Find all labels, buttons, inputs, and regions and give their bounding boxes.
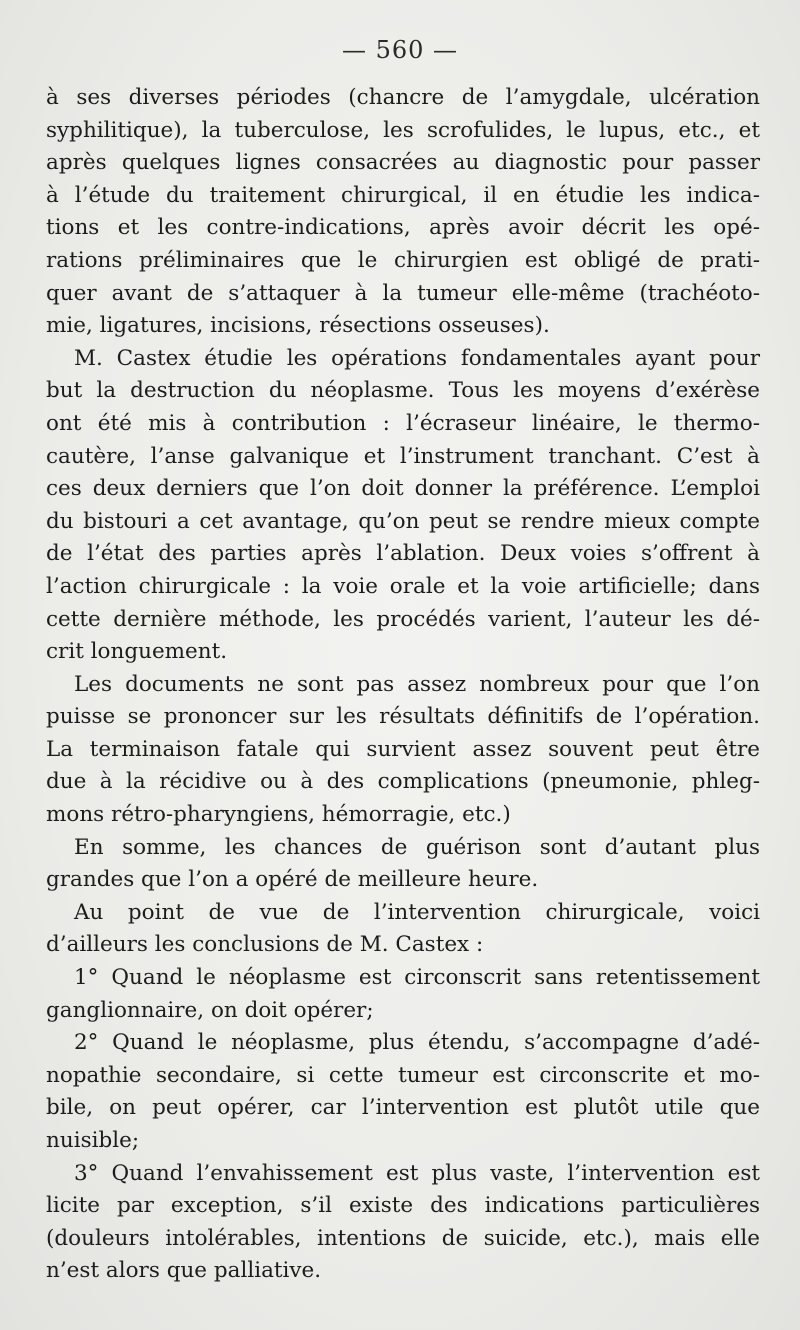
text-line: syphilitique), la tuberculose, les scrofulides, le lupus, etc., et (46, 117, 760, 143)
text-line: bile, on peut opérer, car l’intervention est plutôt utile que (46, 1095, 760, 1121)
text-line: ont été mis à contribution : l’écraseur linéaire, le thermo- (46, 410, 760, 436)
text-line: cautère, l’anse galvanique et l’instrument tranchant. C’est à (46, 443, 760, 469)
text-line: grandes que l’on a opéré de meilleure heure. (46, 867, 539, 893)
text-line: du bistouri a cet avantage, qu’on peut se rendre mieux compte (46, 508, 760, 534)
text-line: due à la récidive ou à des complications (pneumonie, phleg- (46, 769, 760, 795)
text-line: Les documents ne sont pas assez nombreux pour que l’on (74, 671, 760, 697)
text-line: cette dernière méthode, les procédés varient, l’auteur les dé- (46, 606, 760, 632)
text-line: quer avant de s’attaquer à la tumeur elle-même (trachéoto- (46, 280, 760, 306)
text-line: licite par exception, s’il existe des indications particulières (46, 1193, 760, 1219)
text-line: à ses diverses périodes (chancre de l’amygdale, ulcération (46, 85, 760, 110)
text-line: 2° Quand le néoplasme, plus étendu, s’accompagne d’adé- (74, 1030, 760, 1056)
text-line: l’action chirurgicale : la voie orale et la voie artificielle; dans (46, 573, 760, 599)
text-line: but la destruction du néoplasme. Tous les moyens d’exérèse (46, 378, 760, 404)
text-line: de l’état des parties après l’ablation. Deux voies s’offrent à (46, 541, 760, 567)
text-line: mons rétro-pharyngiens, hémorragie, etc.) (46, 802, 511, 828)
text-line: crit longuement. (46, 639, 228, 665)
text-line: nopathie secondaire, si cette tumeur est circonscrite et mo- (46, 1062, 760, 1088)
text-line: nuisible; (46, 1128, 140, 1153)
text-line: d’ailleurs les conclusions de M. Castex : (46, 932, 484, 958)
text-line: En somme, les chances de guérison sont d’autant plus (74, 834, 760, 860)
text-line: après quelques lignes consacrées au diagnostic pour passer (46, 150, 760, 176)
text-line: ces deux derniers que l’on doit donner la préférence. L’emploi (46, 476, 760, 502)
page-number: — 560 — (341, 36, 459, 64)
text-line: à l’étude du traitement chirurgical, il en étudie les indica- (46, 182, 760, 208)
body-text (46, 82, 760, 1288)
text-line: tions et les contre-indications, après avoir décrit les opé- (46, 215, 760, 241)
text-line: rations préliminaires que le chirurgien est obligé de prati- (46, 247, 760, 273)
text-line: n’est alors que palliative. (46, 1258, 322, 1284)
text-line: (douleurs intolérables, intentions de suicide, etc.), mais elle (46, 1225, 760, 1251)
text-line: 3° Quand l’envahissement est plus vaste, l’intervention est (74, 1160, 760, 1186)
text-line: Au point de vue de l’intervention chirurgicale, voici (74, 899, 760, 925)
text-line: 1° Quand le néoplasme est circonscrit sans retentissement (74, 965, 760, 991)
text-line: puisse se prononcer sur les résultats définitifs de l’opération. (46, 704, 760, 730)
text-line: mie, ligatures, incisions, résections osseuses). (46, 313, 550, 339)
text-line: M. Castex étudie les opérations fondamentales ayant pour (74, 345, 760, 371)
text-line: ganglionnaire, on doit opérer; (46, 997, 374, 1023)
text-line: La terminaison fatale qui survient assez souvent peut être (46, 736, 760, 762)
